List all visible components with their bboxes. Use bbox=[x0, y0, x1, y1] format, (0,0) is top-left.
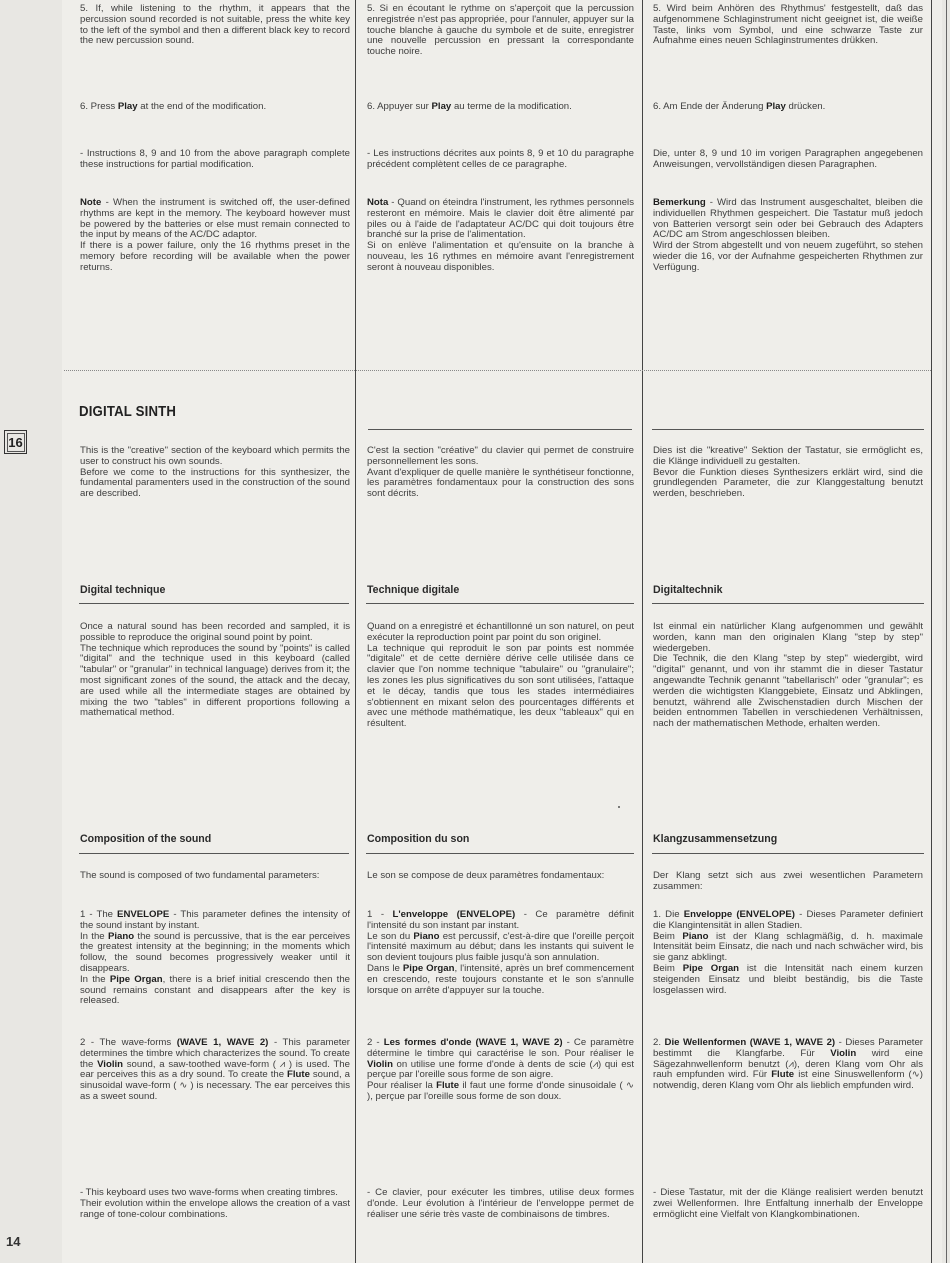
en-intro: This is the "creative" section of the keyboard which permits the user to construct his own sounds. Before we come to the instructions for this synthesizer, the fundamental paramenters used in the construction of the sound are described. bbox=[80, 445, 350, 500]
fr-envelope-text: 1 - L'enveloppe (ENVELOPE) - Ce paramètre définit l'intensité du son instant par instant. Le son du Piano est percussif, c'est-à-dire que l'oreille perçoit l'intensité maximum au début; dans les instants qui suivent le son devient toujours plus faible jusqu'à son annulation. Dans le Pipe Organ, l'intensité, après un bref commencement en crescendo, reste toujours constante et le son s'annulle lorsque on arrête d'appuyer sur la touche. bbox=[367, 909, 634, 996]
en-digital-text: Once a natural sound has been recorded and sampled, it is possible to reproduce the original sound point by point. The technique which reproduces the sound by "points" is called "digital" and the technique used in this keyboard (called "tabular" or "granular" in technical language) derives from it; the most significant zones of the sound, the attack and the decay, are used while all the intermediate stages are obtained by mixing the two "tables" in different proportions following a mathematical method. bbox=[80, 621, 350, 719]
digital-rule-fr bbox=[366, 603, 634, 604]
section-separator bbox=[64, 370, 931, 371]
column-divider-2 bbox=[642, 0, 643, 1263]
en-step-5: 5. If, while listening to the rhythm, it appears that the percussion sound recorded is not suitable, press the white key to the left of the symbol and then a different black key to record the new percussion sound. bbox=[80, 3, 350, 47]
digital-rule-de bbox=[652, 603, 924, 604]
de-step-5: 5. Wird beim Anhören des Rhythmus' festgestellt, daß das aufgenommene Schlaginstrument nicht geeignet ist, die weiße Taste, links vom Symbol, und eine schwarze Taste zur Aufnahme eines neuen Schlaginstrumentes drükken. bbox=[653, 3, 923, 47]
en-waveform-text: 2 - The wave-forms (WAVE 1, WAVE 2) - This parameter determines the timbre which characterizes the sound. To create the Violin sound, a saw-toothed wave-form ( ⩘ ) is used. The ear perceives this as a dry sound. To create the Flute sound, a sinusoidal wave-form ( ∿ ) is necessary. The ear perceives this as a sweet sound. bbox=[80, 1037, 350, 1102]
fr-digital-text: Quand on a enregistré et échantillonné un son naturel, on peut exécuter la reproduction point par point du son originel. La technique qui reproduit le son par points est nommée "digitale" et de cette dernière dérive celle utilisée dans ce clavier que l'on nomme technique "tabulaire" ou "granulaire"; les zones les plus significatives du son sont utilisées, l'attaque et le décay, tandis que tous les stades intermédiaires s'obtiennent en mixant selon des pourcentages différents et avec une méthode mathématique, les deux "tableaux" qui en résultent. bbox=[367, 621, 634, 730]
page-edge bbox=[946, 0, 947, 1263]
intro-rule-de bbox=[652, 429, 924, 430]
de-waveform-text: 2. Die Wellenformen (WAVE 1, WAVE 2) - Dieses Parameter bestimmt die Klangfarbe. Für Violin wird eine Sägezahnwellenform benutzt (⩘), deren Klang vom Ohr als rauh empfunden wird. Für Flute ist eine Sinuswellenform (∿) notwendig, deren Klang vom Ohr als lieblich empfunden wird. bbox=[653, 1037, 923, 1092]
de-memory-note: Bemerkung - Wird das Instrument ausgeschaltet, bleiben die individuellen Rhythmen gespeichert. Die Tastatur muß jedoch von Batterien versorgt sein oder bei Gebrauch des Adapters AC/DC am Strom angeschlossen bleiben. Wird der Strom abgestellt und von neuem zugeführt, so stehen wieder die 16, vor der Aufnahme gespeicherten Rhythmen zur Verfügung. bbox=[653, 197, 923, 273]
de-heading-composition: Klangzusammensetzung bbox=[653, 833, 778, 845]
fr-composition-text: Le son se compose de deux paramètres fondamentaux: bbox=[367, 870, 605, 881]
digital-rule-en bbox=[79, 603, 349, 604]
en-final-text: - This keyboard uses two wave-forms when creating timbres. Their evolution within the envelope allows the creation of a vast range of tone-colour combinations. bbox=[80, 1187, 350, 1220]
print-speck bbox=[618, 806, 620, 808]
intro-rule-fr bbox=[368, 429, 632, 430]
page-number: 14 bbox=[6, 1234, 21, 1249]
comp-rule-fr bbox=[366, 853, 634, 854]
fr-instructions-note: - Les instructions décrites aux points 8, 9 et 10 du paragraphe précédent complètent celles de ce paragraphe. bbox=[367, 148, 634, 170]
de-intro: Dies ist die "kreative" Sektion der Tastatur, sie ermöglicht es, die Klänge individuell zu gestalten. Bevor die Funktion dieses Synthesizers erklärt wird, sind die grundlegenden Parameter, die zur Klanggestaltung benutzt werden, beschrieben. bbox=[653, 445, 923, 500]
de-instructions-note: Die, unter 8, 9 und 10 im vorigen Paragraphen angegebenen Anweisungen, vervollständigen diesen Paragraphen. bbox=[653, 148, 923, 170]
en-heading-digital: Digital technique bbox=[80, 584, 166, 596]
en-composition-text: The sound is composed of two fundamental parameters: bbox=[80, 870, 320, 881]
de-heading-digital: Digitaltechnik bbox=[653, 584, 723, 596]
comp-rule-de bbox=[652, 853, 924, 854]
fr-step-6: 6. Appuyer sur Play au terme de la modification. bbox=[367, 101, 572, 112]
section-number-badge: 16 bbox=[4, 430, 27, 454]
fr-intro: C'est la section "créative" du clavier qui permet de construire personnellement les sons. Avant d'expliquer de quelle manière le synthétiseur fonctionne, les paramètres fondamentaux pour la construction des sons sont décrits. bbox=[367, 445, 634, 500]
fr-waveform-text: 2 - Les formes d'onde (WAVE 1, WAVE 2) - Ce paramètre détermine le timbre qui caractérise le son. Pour réaliser le Violin on utilise une forme d'onde à dents de scie (⩘) qui est perçue par l'oreille sous forme de son aigre. Pour réaliser la Flute il faut une forme d'onde sinusoidale ( ∿ ), perçue par l'oreille sous forme de son doux. bbox=[367, 1037, 634, 1102]
en-memory-note: Note - When the instrument is switched off, the user-defined rhythms are kept in the memory. The keyboard however must be powered by the batteries or else must remain connected to the input by means of the AC/DC adaptor. If there is a power failure, only the 16 rhythms preset in the memory before recording will be available when the power returns. bbox=[80, 197, 350, 273]
section-title: DIGITAL SINTH bbox=[79, 403, 177, 420]
comp-rule-en bbox=[79, 853, 349, 854]
de-final-text: - Diese Tastatur, mit der die Klänge realisiert werden benutzt zwei Wellenformen. Ihre Entfaltung innerhalb der Enveloppe ermöglicht eine Vielfalt von Klangkombinationen. bbox=[653, 1187, 923, 1220]
fr-heading-digital: Technique digitale bbox=[367, 584, 460, 596]
fr-step-5: 5. Si en écoutant le rythme on s'aperçoit que la percussion enregistrée n'est pas appropriée, pour l'annuler, appuyer sur la touche blanche à gauche du symbole et de suite, enregistrer une nouvelle percussion en pressant la correspondante touche noire. bbox=[367, 3, 634, 58]
de-step-6: 6. Am Ende der Änderung Play drücken. bbox=[653, 101, 826, 112]
de-digital-text: Ist einmal ein natürlicher Klang aufgenommen und gewählt worden, kann man den originalen Klang "step by step" wiedergeben. Die Technik, die den Klang "step by step" wiedergibt, wird "digital" genannt, und von ihr stammt die in dieser Tastatur angewandte Technik genannt "tabellarisch" oder "granular"; es werden die wichtigsten Klanggebiete, Einsatz und Abklingen, benutzt, während alle Zwischenstadien durch Mischen der beiden entnommen Tabellen in verschiedenen Verhältnissen, nach der mathematischen Methode, erhalten werden. bbox=[653, 621, 923, 730]
en-step-6: 6. Press Play at the end of the modification. bbox=[80, 101, 267, 112]
en-heading-composition: Composition of the sound bbox=[80, 833, 212, 845]
fr-memory-note: Nota - Quand on éteindra l'instrument, les rythmes personnels resteront en mémoire. Mais le clavier doit être alimenté par piles ou à l'aide de l'adaptateur AC/DC qui doit toujours être branché sur la prise de l'alimentation. Si on enlève l'alimentation et qu'ensuite on la branche à nouveau, les 16 rythmes en mémoire avant l'enregistrement seront à nouveau disponibles. bbox=[367, 197, 634, 273]
de-envelope-text: 1. Die Enveloppe (ENVELOPE) - Dieses Parameter definiert die Klangintensität in allen Stadien. Beim Piano ist der Klang schlagmäßig, d. h. maximale Intensität beim Einsatz, die nach und nach schwächer wird, bis sie ganz abklingt. Beim Pipe Organ ist die Intensität nach einem kurzen steigenden Einsatz und bleibt beständig, bis die Taste losgelassen wird. bbox=[653, 909, 923, 996]
column-divider-1 bbox=[355, 0, 356, 1263]
fr-final-text: - Ce clavier, pour exécuter les timbres, utilise deux formes d'onde. Leur évolution à l'intérieur de l'enveloppe permet de réaliser une série très vaste de combinaisons de timbres. bbox=[367, 1187, 634, 1220]
fr-heading-composition: Composition du son bbox=[367, 833, 470, 845]
column-divider-3 bbox=[931, 0, 932, 1263]
en-envelope-text: 1 - The ENVELOPE - This parameter defines the intensity of the sound instant by instant. In the Piano the sound is percussive, that is the ear perceives the greatest intensity at the beginning; in the moments which follow, the sound becomes progressively weaker until it disappears. In the Pipe Organ, there is a brief initial crescendo then the sound remains constant and disappears after the key is released. bbox=[80, 909, 351, 1007]
de-composition-text: Der Klang setzt sich aus zwei wesentlichen Parametern zusammen: bbox=[653, 870, 923, 892]
en-instructions-note: - Instructions 8, 9 and 10 from the above paragraph complete these instructions for partial modification. bbox=[80, 148, 350, 170]
